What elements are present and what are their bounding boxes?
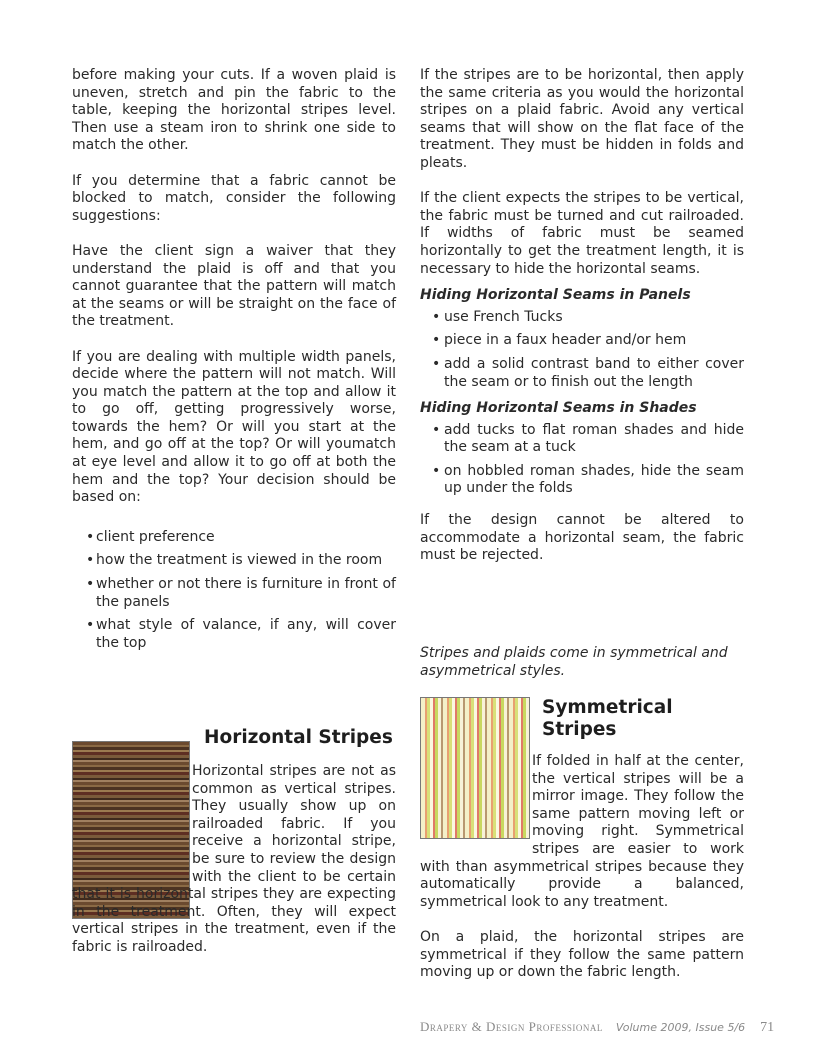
- paragraph: On a plaid, the horizontal stripes are symmetrical if they follow the same pattern moving up or down the fabric length.: [420, 928, 744, 981]
- paragraph: If the client expects the stripes to be vertical, the fabric must be turned and cut railroaded. If widths of fabric must be seamed horizontally to get the treatment length, it is necessary to hide the horizontal seams.: [420, 190, 744, 277]
- paragraph: before making your cuts. If a woven plaid is uneven, stretch and pin the fabric to the table, keeping the horizontal stripes level. Then use a steam iron to shrink one side to match the other.: [72, 67, 396, 154]
- page-footer: [420, 1019, 796, 1036]
- list-item: • add a solid contrast band to either cover the seam or to finish out the length: [432, 355, 744, 390]
- criteria-list: [72, 529, 396, 653]
- paragraph: Horizontal stripes are not as common as vertical stripes. They usually show up on railroaded fabric. If you receive a horizontal stripe, be sure to review the design with the client to be certain that it is horizontal stripes they are expecting in the treatment. Often, they will expect vertical stripes in the treatment, even if the fabric is railroaded.: [72, 763, 396, 955]
- right-column: [420, 67, 744, 565]
- list-item: • use French Tucks: [432, 308, 563, 325]
- paragraph: If the stripes are to be horizontal, then apply the same criteria as you would the horizontal stripes on a plaid fabric. Avoid any vertical seams that will show on the flat face of the treatment. They must be hidden in folds and pleats.: [420, 67, 744, 171]
- left-column: [72, 67, 396, 658]
- symmetrical-stripes-section: [420, 697, 744, 982]
- paragraph: Have the client sign a waiver that they understand the plaid is off and that you cannot guarantee that the pattern will match at the seams or will be straight on the face of the treatment.: [72, 242, 396, 330]
- list-item: • on hobbled roman shades, hide the seam up under the folds: [432, 462, 744, 497]
- list-item: • piece in a faux header and/or hem: [432, 332, 687, 349]
- panels-list: [420, 309, 744, 391]
- image-caption: Stripes and plaids come in symmetrical and asymmetrical styles.: [420, 645, 728, 679]
- paragraph: If you determine that a fabric cannot be blocked to match, consider the following suggestions:: [72, 172, 396, 224]
- issue-info: Volume 2009, Issue 5/6: [615, 1021, 746, 1034]
- subheading: Hiding Horizontal Seams in Panels: [420, 287, 691, 304]
- paragraph: If folded in half at the center, the vertical stripes will be a mirror image. They follow the same pattern moving left or moving right. Symmetrical stripes are easier to work with than asymmetrical stripes because they automatically provide a balanced, symmetrical look to any treatment.: [420, 753, 744, 910]
- section-heading: Symmetrical Stripes: [542, 697, 673, 740]
- publication-name: Drapery & Design Professional: [420, 1019, 603, 1034]
- section-heading: Horizontal Stripes: [204, 727, 393, 748]
- list-item: • whether or not there is furniture in front of the panels: [86, 576, 396, 610]
- paragraph: If the design cannot be altered to accommodate a horizontal seam, the fabric must be rejected.: [420, 512, 744, 564]
- list-item: • client preference: [86, 528, 215, 545]
- caption-block: [420, 645, 744, 680]
- list-item: • add tucks to flat roman shades and hide the seam at a tuck: [432, 421, 744, 456]
- page-number: 71: [760, 1020, 775, 1035]
- shades-list: [420, 422, 744, 498]
- horizontal-stripes-section: [72, 727, 396, 957]
- list-item: • what style of valance, if any, will cover the top: [86, 617, 396, 651]
- subheading: Hiding Horizontal Seams in Shades: [420, 400, 697, 417]
- paragraph: If you are dealing with multiple width panels, decide where the pattern will not match. Will you match the pattern at the top and allow it to go off, getting progressively worse, towards the hem? Or will you start at the hem, and go off at the top? Or will youmatch at eye level and allow it to go off at both the hem and the top? Your decision should be based on:: [72, 348, 396, 506]
- list-item: • how the treatment is viewed in the room: [86, 552, 383, 569]
